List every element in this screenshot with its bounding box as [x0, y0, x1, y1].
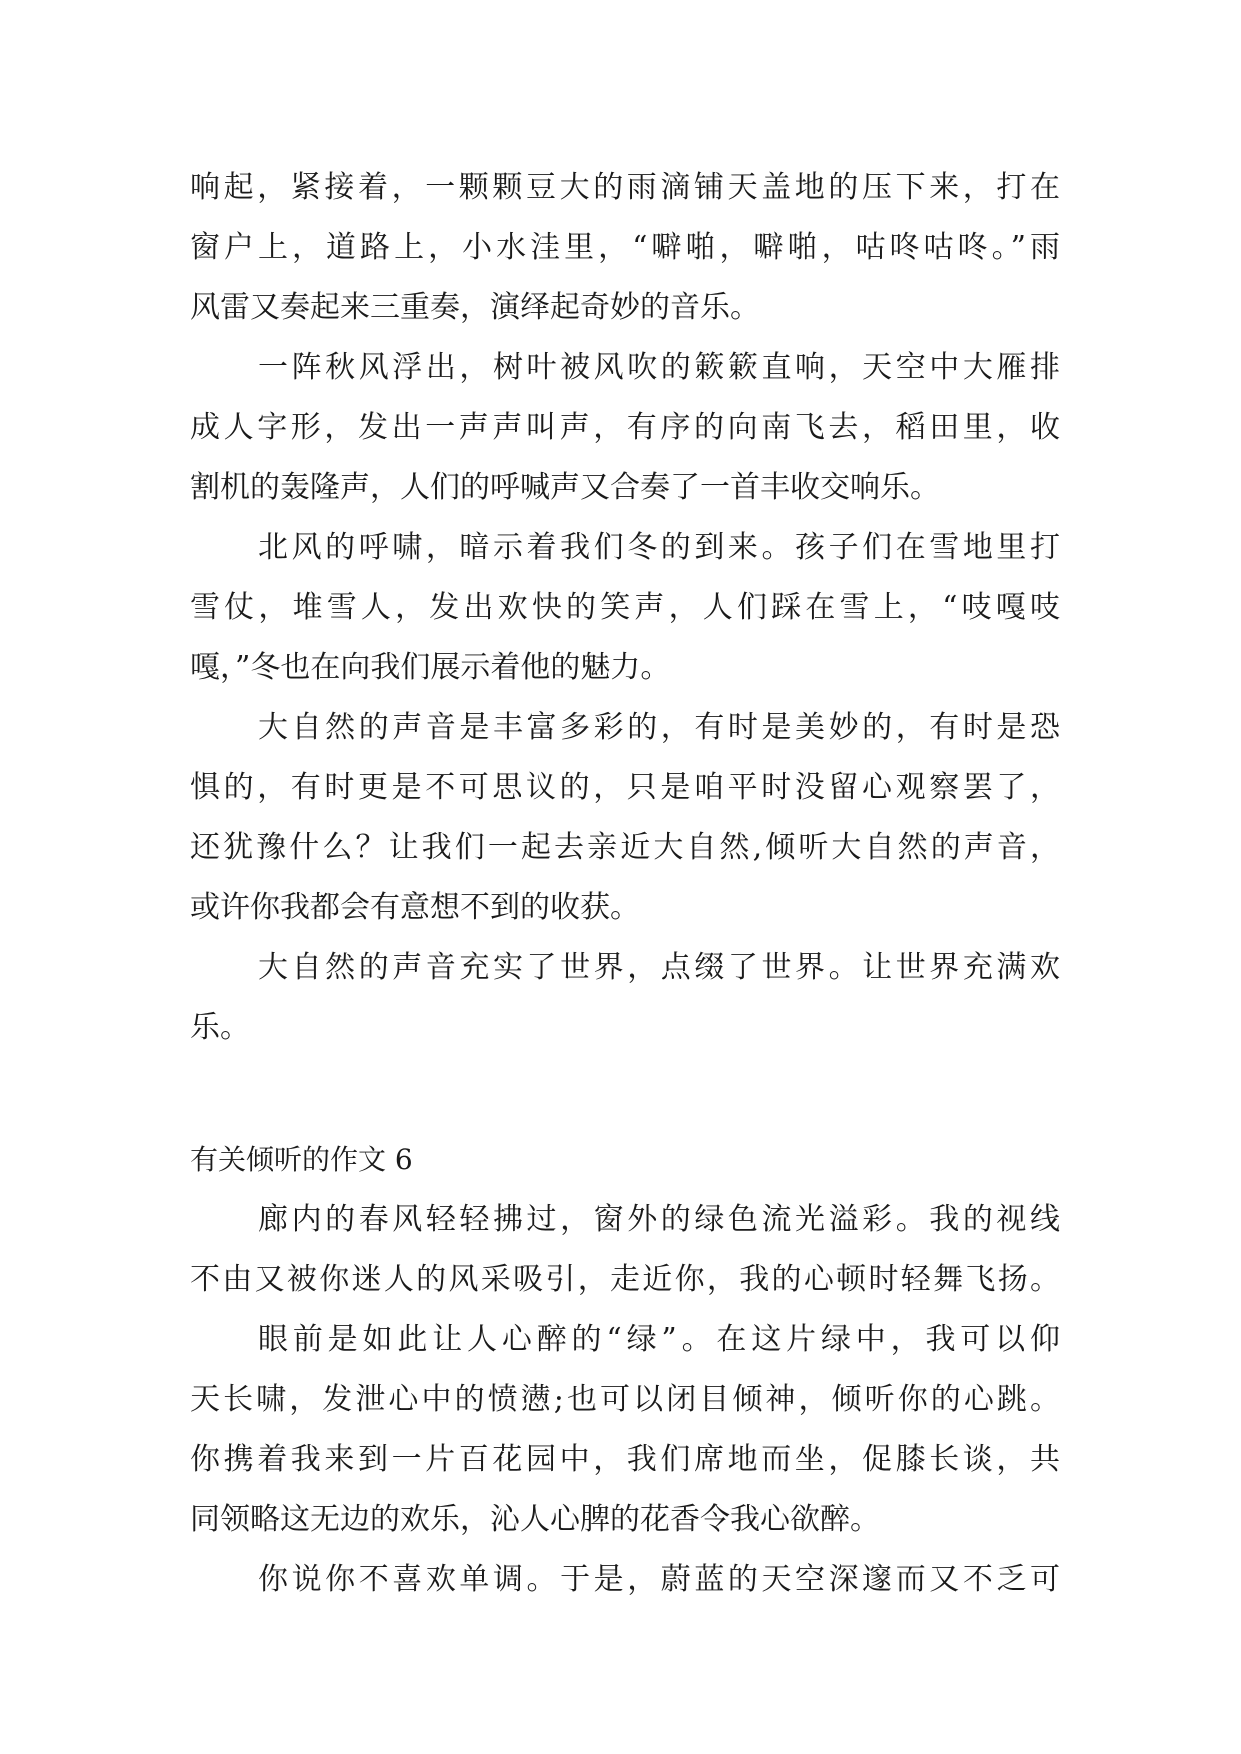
text-line: 同领略这无边的欢乐，沁人心脾的花香令我心欲醉。 — [190, 1502, 880, 1537]
text-line: 风雷又奏起来三重奏，演绎起奇妙的音乐。 — [190, 290, 760, 325]
text-line: 或许你我都会有意想不到的收获。 — [190, 890, 640, 925]
section-gap — [190, 1058, 1060, 1130]
text-line: 成人字形，发出一声声叫声，有序的向南飞去，稻田里，收 — [190, 410, 1060, 445]
text-line: 乐。 — [190, 1010, 250, 1045]
document-page — [190, 158, 1060, 1610]
paragraph — [190, 938, 1060, 1058]
text-line: 北风的呼啸，暗示着我们冬的到来。孩子们在雪地里打 — [258, 530, 1060, 565]
text-line: 还犹豫什么？让我们一起去亲近大自然,倾听大自然的声音， — [190, 830, 1060, 865]
paragraph — [190, 698, 1060, 938]
text-line: 天长啸，发泄心中的愤懑;也可以闭目倾神，倾听你的心跳。 — [190, 1382, 1060, 1417]
paragraph — [190, 1190, 1060, 1310]
text-line: 你说你不喜欢单调。于是，蔚蓝的天空深邃而又不乏可 — [258, 1562, 1060, 1597]
section-title: 有关倾听的作文 6 — [190, 1143, 413, 1176]
text-line: 窗户上，道路上，小水洼里，“噼啪，噼啪，咕咚咕咚。”雨 — [190, 230, 1060, 265]
text-line: 割机的轰隆声，人们的呼喊声又合奏了一首丰收交响乐。 — [190, 470, 940, 505]
text-line: 惧的，有时更是不可思议的，只是咱平时没留心观察罢了， — [190, 770, 1060, 805]
paragraph — [190, 338, 1060, 518]
text-line: 眼前是如此让人心醉的“绿”。在这片绿中，我可以仰 — [258, 1322, 1060, 1357]
paragraph — [190, 1310, 1060, 1550]
text-line: 一阵秋风浮出，树叶被风吹的簌簌直响，天空中大雁排 — [258, 350, 1060, 385]
text-line: 嘎，”冬也在向我们展示着他的魅力。 — [190, 650, 671, 685]
paragraph — [190, 518, 1060, 698]
text-line: 你携着我来到一片百花园中，我们席地而坐，促膝长谈，共 — [190, 1442, 1060, 1477]
paragraph — [190, 1550, 1060, 1610]
paragraph — [190, 158, 1060, 338]
text-line: 响起，紧接着，一颗颗豆大的雨滴铺天盖地的压下来，打在 — [190, 170, 1060, 205]
text-line: 大自然的声音是丰富多彩的，有时是美妙的，有时是恐 — [258, 710, 1060, 745]
text-line: 雪仗，堆雪人，发出欢快的笑声，人们踩在雪上，“吱嘎吱 — [190, 590, 1060, 625]
text-line: 廊内的春风轻轻拂过，窗外的绿色流光溢彩。我的视线 — [258, 1202, 1060, 1237]
text-line: 不由又被你迷人的风采吸引，走近你，我的心顿时轻舞飞扬。 — [190, 1262, 1060, 1297]
text-line: 大自然的声音充实了世界，点缀了世界。让世界充满欢 — [258, 950, 1060, 985]
